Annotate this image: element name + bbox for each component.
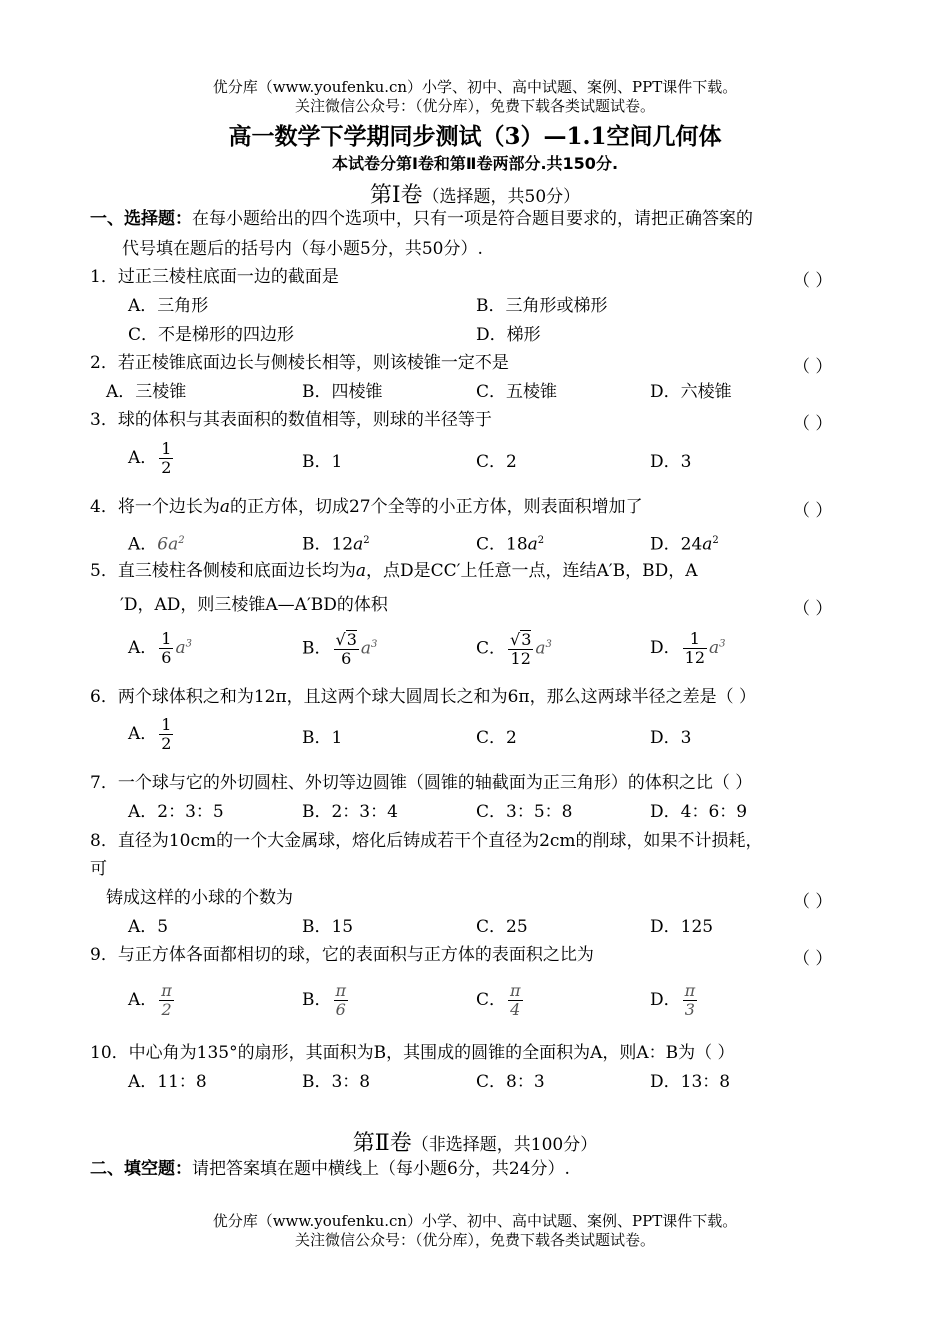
q4-option-a-label: A． <box>128 534 158 555</box>
q9-option-a-fraction <box>159 982 174 1019</box>
section1-text-1: 在每小题给出的四个选项中，只有一项是符合题目要求的，请把正确答案的 <box>192 209 753 229</box>
q10-stem: 10．中心角为135°的扇形，其面积为B，其围成的圆锥的全面积为A，则A：B为（ ） <box>90 1043 735 1063</box>
q1-answer-paren: （ ） <box>793 271 833 291</box>
q7-option-c: C．3：5：8 <box>476 802 573 822</box>
q5-stem-line-2: ′D，AD，则三棱锥A—A′BD的体积 <box>120 595 388 615</box>
footer-line-1: 优分库（www.youfenku.cn）小学、初中、高中试题、案例、PPT课件下载。 <box>212 1212 738 1230</box>
q4-stem <box>90 496 643 518</box>
q9-option-d-label: D． <box>650 990 681 1010</box>
q4-option-b <box>302 530 370 556</box>
q5-option-c <box>476 630 552 668</box>
q5-option-d-fraction <box>683 630 707 667</box>
q5-c-tail: a <box>535 638 546 659</box>
q2-answer-paren: （ ） <box>793 357 833 377</box>
q4-option-d-label: D．24 <box>650 534 703 555</box>
q4-option-d-var: a <box>702 534 713 555</box>
q3-option-b: B．1 <box>302 452 343 472</box>
q9-option-b <box>302 982 350 1019</box>
q1-stem: 1．过正三棱柱底面一边的截面是 <box>90 267 339 287</box>
q5-c-numerator: √3 <box>510 630 532 649</box>
q5-option-c-fraction <box>508 630 533 668</box>
part1-heading <box>0 178 950 209</box>
q5-answer-paren: （ ） <box>793 599 833 619</box>
section1-line-2: 代号填在题后的括号内（每小题5分，共50分）. <box>122 239 483 259</box>
q5-a-denominator: 6 <box>161 648 172 667</box>
q3-option-a-fraction <box>159 440 173 477</box>
q8-option-c: C．25 <box>476 917 528 937</box>
q8-answer-paren: （ ） <box>793 892 833 912</box>
q3-answer-paren: （ ） <box>793 414 833 434</box>
page-subtitle: 本试卷分第Ⅰ卷和第Ⅱ卷两部分.共150分. <box>331 154 619 173</box>
q3-option-a-label: A． <box>128 448 158 468</box>
q10-option-c: C．8：3 <box>476 1072 545 1092</box>
q9-b-denominator: 6 <box>335 1000 346 1019</box>
q9-b-numerator: π <box>335 981 347 1000</box>
q4-option-c-var: a <box>527 534 538 555</box>
q5-d-tail: a <box>709 638 720 658</box>
q5-option-b <box>302 630 377 668</box>
q8-stem-line-1: 8．直径为10cm的一个大金属球，熔化后铸成若干个直径为2cm的削球，如果不计损耗， <box>90 831 763 851</box>
q5-a-exp: 3 <box>185 638 192 650</box>
q10-option-b: B．3：8 <box>302 1072 371 1092</box>
q2-option-b: B．四棱锥 <box>302 382 383 402</box>
q1-option-b: B．三角形或梯形 <box>476 296 608 316</box>
q5-c-denominator: 12 <box>510 649 531 668</box>
q4-option-c <box>476 530 544 556</box>
q8-option-b: B．15 <box>302 917 354 937</box>
q9-option-a <box>128 982 176 1019</box>
q6-stem: 6．两个球体积之和为12π，且这两个球大圆周长之和为6π，那么这两球半径之差是（ ） <box>90 687 757 707</box>
q5-b-denominator: 6 <box>341 649 352 668</box>
q7-option-d: D．4：6：9 <box>650 802 748 822</box>
header-line-2: 关注微信公众号：（优分库），免费下载各类试题试卷。 <box>294 97 655 115</box>
q2-stem: 2．若正棱锥底面边长与侧棱长相等，则该棱锥一定不是 <box>90 353 509 373</box>
q6-option-d: D．3 <box>650 728 692 748</box>
q7-option-b: B．2：3：4 <box>302 802 398 822</box>
q8-stem-line-2: 可 <box>90 859 107 879</box>
q4-option-a <box>128 530 185 556</box>
q5-c-radicand: 3 <box>521 630 532 649</box>
q5-b-radicand: 3 <box>346 630 357 649</box>
part1-note: （选择题，共50分） <box>422 187 581 207</box>
q3-option-d: D．3 <box>650 452 692 472</box>
q5-stem-pre: 5．直三棱柱各侧棱和底面边长均为 <box>90 561 356 581</box>
q1-option-a: A．三角形 <box>128 296 209 316</box>
q9-option-c-fraction <box>508 982 523 1019</box>
q6-option-a <box>128 716 175 753</box>
q3-a-denominator: 2 <box>161 458 172 477</box>
q4-option-d-exp: 2 <box>712 535 719 546</box>
section2-label: 二、填空题： <box>90 1159 192 1179</box>
q3-a-numerator: 1 <box>161 439 172 458</box>
q6-option-a-label: A． <box>128 724 158 744</box>
q8-option-a: A．5 <box>128 917 169 937</box>
q6-option-b: B．1 <box>302 728 343 748</box>
q4-option-b-exp: 2 <box>363 535 370 546</box>
q10-option-a: A．11：8 <box>128 1072 207 1092</box>
q9-option-b-label: B． <box>302 990 332 1010</box>
q5-a-numerator: 1 <box>161 629 172 648</box>
q1-option-d: D．梯形 <box>476 325 541 345</box>
q5-b-exp: 3 <box>371 638 378 650</box>
section1-line-1 <box>90 208 753 230</box>
q8-option-d: D．125 <box>650 917 714 937</box>
q5-d-numerator: 1 <box>683 630 707 649</box>
q5-stem-line-1 <box>90 560 698 582</box>
q4-option-b-var: a <box>353 534 364 555</box>
q5-b-numerator: √3 <box>335 630 357 649</box>
q3-option-c: C．2 <box>476 452 517 472</box>
q10-option-d: D．13：8 <box>650 1072 731 1092</box>
q2-option-c: C．五棱锥 <box>476 382 558 402</box>
q4-var: a <box>219 497 230 517</box>
q1-option-c: C．不是梯形的四边形 <box>128 325 295 345</box>
q9-c-numerator: π <box>510 981 521 1000</box>
q9-option-c <box>476 982 525 1019</box>
part2-heading <box>0 1126 950 1157</box>
q5-option-d <box>650 630 726 667</box>
q2-option-d: D．六棱锥 <box>650 382 732 402</box>
q5-a-tail: a <box>175 638 186 658</box>
q4-option-c-exp: 2 <box>537 535 545 546</box>
footer-line-2: 关注微信公众号：（优分库），免费下载各类试题试卷。 <box>294 1231 655 1249</box>
part1-label: 第Ⅰ卷 <box>369 183 423 208</box>
q5-var: a <box>355 561 366 581</box>
q7-stem: 7．一个球与它的外切圆柱、外切等边圆锥（圆锥的轴截面为正三角形）的体积之比（ ） <box>90 773 753 793</box>
q5-option-b-fraction <box>334 630 359 668</box>
q6-a-numerator: 1 <box>161 715 172 734</box>
q5-d-denominator: 12 <box>684 648 705 667</box>
q4-option-d <box>650 530 719 556</box>
q2-option-a: A．三棱锥 <box>106 382 187 402</box>
q9-option-c-label: C． <box>476 990 507 1010</box>
section2-line <box>90 1158 570 1180</box>
q5-option-b-label: B． <box>302 638 332 659</box>
q9-a-denominator: 2 <box>161 1000 172 1019</box>
section1-label: 一、选择题： <box>90 209 192 229</box>
q4-stem-pre: 4．将一个边长为 <box>90 497 220 517</box>
q9-option-d-fraction <box>683 982 698 1019</box>
q9-option-a-label: A． <box>128 990 158 1010</box>
q8-stem-line-3: 铸成这样的小球的个数为 <box>106 888 293 908</box>
q5-option-c-label: C． <box>476 638 507 659</box>
q4-option-c-label: C．18 <box>476 534 528 555</box>
part2-label: 第Ⅱ卷 <box>352 1131 412 1156</box>
q9-option-d <box>650 982 699 1019</box>
q9-stem: 9．与正方体各面都相切的球，它的表面积与正方体的表面积之比为 <box>90 945 594 965</box>
header-line-1: 优分库（www.youfenku.cn）小学、初中、高中试题、案例、PPT课件下载。 <box>212 78 738 96</box>
section2-text: 请把答案填在题中横线上（每小题6分，共24分）. <box>192 1159 570 1179</box>
q6-option-c: C．2 <box>476 728 517 748</box>
q4-option-a-exp: 2 <box>178 535 185 546</box>
q3-option-a <box>128 440 175 477</box>
q5-option-a-label: A． <box>128 638 158 658</box>
q7-option-a: A．2：3：5 <box>128 802 224 822</box>
q4-stem-post: 的正方体，切成27个全等的小正方体，则表面积增加了 <box>229 497 643 517</box>
q4-option-b-label: B．12 <box>302 534 354 555</box>
page-title: 高一数学下学期同步测试（3）—1.1空间几何体 <box>228 123 722 150</box>
q6-option-a-fraction <box>159 716 173 753</box>
q5-b-tail: a <box>360 638 372 659</box>
q5-option-a <box>128 630 192 667</box>
q5-option-a-fraction <box>159 630 173 667</box>
q9-answer-paren: （ ） <box>793 949 833 969</box>
q9-d-denominator: 3 <box>684 1000 695 1019</box>
q4-answer-paren: （ ） <box>793 501 833 521</box>
q5-stem-post: ，点D是CC′上任意一点，连结A′B，BD，A <box>365 561 698 581</box>
q5-c-exp: 3 <box>545 638 552 650</box>
q4-option-a-value: 6a <box>157 534 179 555</box>
q3-stem: 3．球的体积与其表面积的数值相等，则球的半径等于 <box>90 410 492 430</box>
q9-d-numerator: π <box>684 981 696 1000</box>
q9-option-b-fraction <box>334 982 349 1019</box>
q5-option-d-label: D． <box>650 638 681 658</box>
q9-a-numerator: π <box>161 981 172 1000</box>
q6-a-denominator: 2 <box>161 734 172 753</box>
q9-c-denominator: 4 <box>510 1000 521 1019</box>
q5-d-exp: 3 <box>719 638 726 650</box>
part2-note: （非选择题，共100分） <box>411 1135 598 1155</box>
